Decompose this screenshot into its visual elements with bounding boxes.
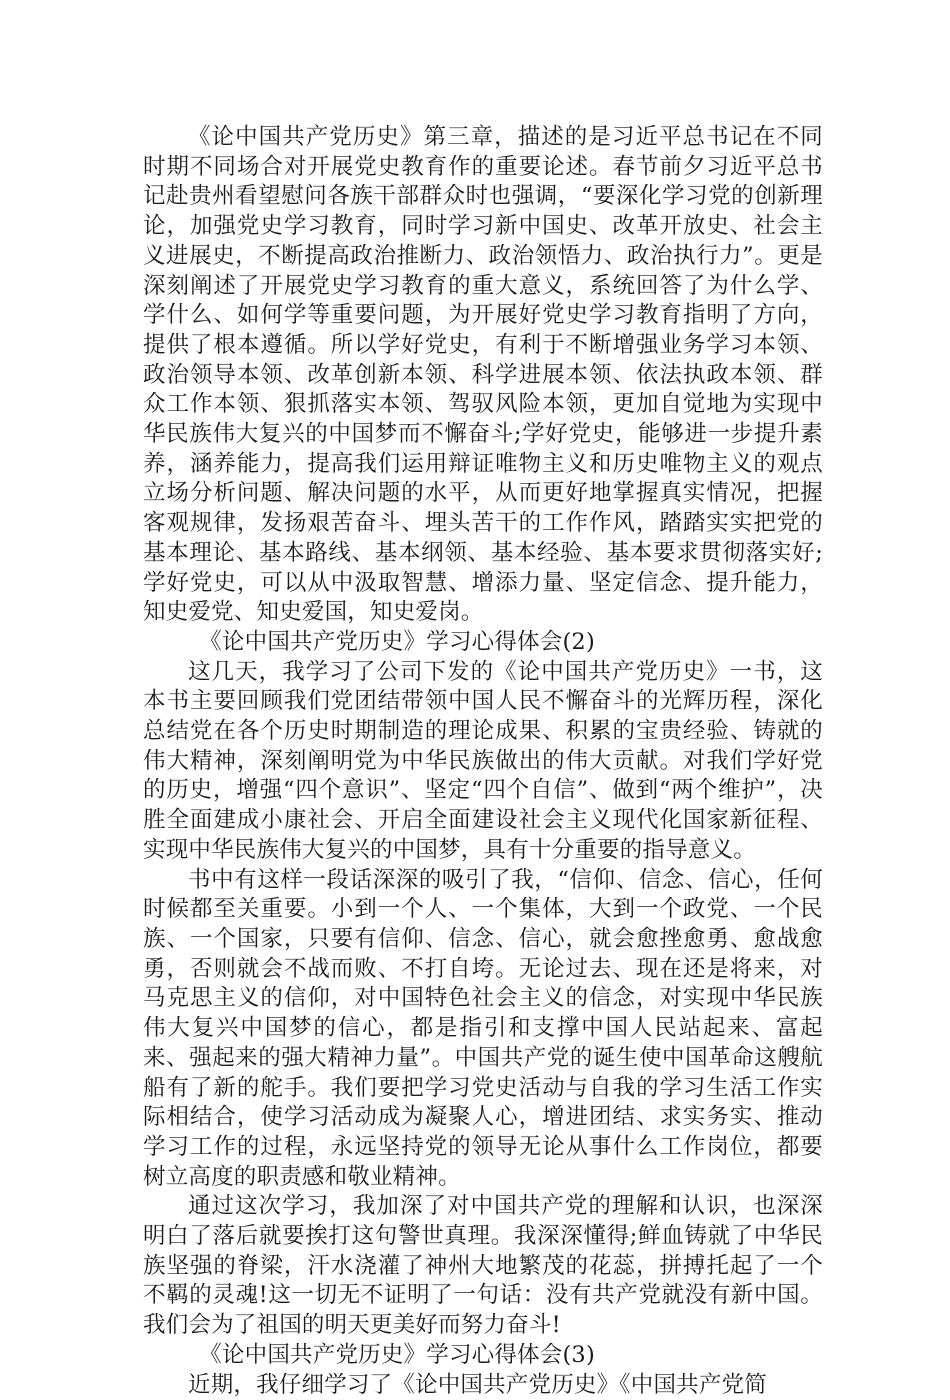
section-heading-3: 《论中国共产党历史》学习心得体会(3): [199, 1341, 595, 1368]
paragraph-chapter-three-summary: 《论中国共产党历史》第三章，描述的是习近平总书记在不同时期不同场合对开展党史教育作的重要论述。春节前夕习近平总书记赴贵州看望慰问各族干部群众时也强调，“要深化学习党的创新理论，加强党史学习教育，同时学习新中国史、改革开放史、社会主义进展史，不断提高政治推断力、政治领悟力、政治执行力”。更是深刻阐述了开展党史学习教育的重大意义，系统回答了为什么学、学什么、如何学等重要问题，为开展好党史学习教育指明了方向，提供了根本遵循。所以学好党史，有利于不断增强业务学习本领、政治领导本领、改革创新本领、科学进展本领、依法执政本领、群众工作本领、狠抓落实本领、驾驭风险本领，更加自觉地为实现中华民族伟大复兴的中国梦而不懈奋斗;学好党史，能够进一步提升素养，涵养能力，提高我们运用辩证唯物主义和历史唯物主义的观点立场分析问题、解决问题的水平，从而更好地掌握真实情况，把握客观规律，发扬艰苦奋斗、埋头苦干的工作作风，踏踏实实把党的基本理论、基本路线、基本纲领、基本经验、基本要求贯彻落实好;学好党史，可以从中汲取智慧、增添力量、坚定信念、提升能力，知史爱党、知史爱国，知史爱岗。: [143, 124, 823, 626]
paragraph-faith-quote: 书中有这样一段话深深的吸引了我，“信仰、信念、信心，任何时候都至关重要。小到一个人、一个集体，大到一个政党、一个民族、一个国家，只要有信仰、信念、信心，就会愈挫愈勇、愈战愈勇，否则就会不战而败、不打自垮。无论过去、现在还是将来，对马克思主义的信仰，对中国特色社会主义的信念，对实现中华民族伟大复兴中国梦的信心，都是指引和支撑中国人民站起来、富起来、强起来的强大精神力量”。中国共产党的诞生使中国革命这艘航船有了新的舵手。我们要把学习党史活动与自我的学习生活工作实际相结合，使学习活动成为凝聚人心，增进团结、求实务实、推动学习工作的过程，永远坚持党的领导无论从事什么工作岗位，都要树立高度的职责感和敬业精神。: [143, 866, 823, 1190]
document-page: [143, 123, 823, 1400]
paragraph-recent-study: 近期，我仔细学习了《论中国共产党历史》《中国共产党简: [188, 1371, 767, 1398]
paragraph-reflection: 通过这次学习，我加深了对中国共产党的理解和认识，也深深明白了落后就要挨打这句警世真理。我深深懂得;鲜血铸就了中华民族坚强的脊梁，汗水浇灌了神州大地繁茂的花蕊，拼搏托起了一个不羁的灵魂!这一切无不证明了一句话：没有共产党就没有新中国。我们会为了祖国的明天更美好而努力奋斗!: [143, 1193, 823, 1339]
paragraph-book-introduction: 这几天，我学习了公司下发的《论中国共产党历史》一书，这本书主要回顾我们党团结带领中国人民不懈奋斗的光辉历程，深化总结党在各个历史时期制造的理论成果、积累的宝贵经验、铸就的伟大精神，深刻阐明党为中华民族做出的伟大贡献。对我们学好党的历史，增强“四个意识”、坚定“四个自信”、做到“两个维护”，决胜全面建成小康社会、开启全面建设社会主义现代化国家新征程、实现中华民族伟大复兴的中国梦，具有十分重要的指导意义。: [143, 658, 823, 863]
section-heading-2: 《论中国共产党历史》学习心得体会(2): [199, 628, 595, 655]
